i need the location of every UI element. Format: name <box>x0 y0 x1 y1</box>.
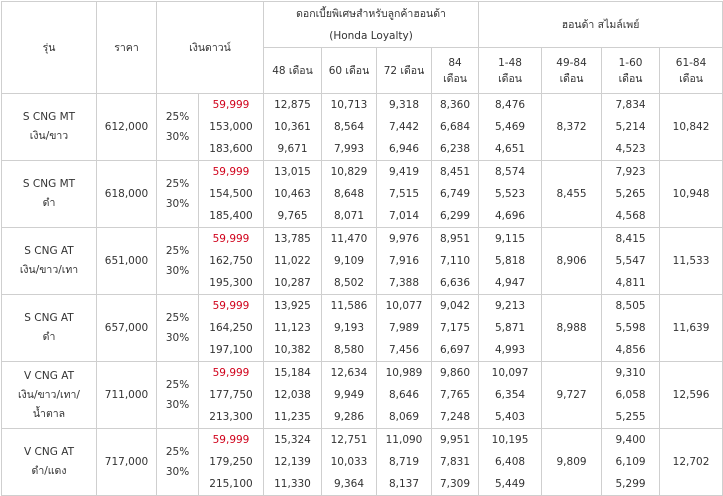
model-line: เงิน/ขาว <box>29 130 69 142</box>
loyalty-72-cell <box>377 362 432 429</box>
value: 9,318 <box>388 99 420 111</box>
model-line: ดำ/แดง <box>31 465 67 477</box>
value: 6,109 <box>615 456 646 468</box>
value: 12,875 <box>274 99 311 111</box>
value: 5,265 <box>615 188 646 200</box>
smile-1-48-cell <box>479 228 542 295</box>
smile-61-84-cell: 12,596 <box>660 362 723 429</box>
value: 4,696 <box>495 210 526 222</box>
value: 7,993 <box>333 143 365 155</box>
down-percent: 30% <box>165 198 190 210</box>
value: 9,109 <box>333 255 365 267</box>
table-row <box>2 94 723 161</box>
term-header: 1-48 เดือน <box>479 48 542 94</box>
down-percent: 30% <box>165 265 190 277</box>
value: 9,671 <box>277 143 308 155</box>
down-percent: 25% <box>165 379 190 391</box>
value: 6,299 <box>439 210 471 222</box>
value: 195,300 <box>209 277 253 289</box>
term-header: 60 เดือน <box>322 48 377 94</box>
value: 11,330 <box>274 478 311 490</box>
term-header: 84 เดือน <box>432 48 479 94</box>
value: 7,014 <box>388 210 420 222</box>
smile-61-84-cell: 10,842 <box>660 94 723 161</box>
model-line: V CNG AT <box>24 446 74 458</box>
value: 4,947 <box>495 277 526 289</box>
header-down-payment: เงินดาวน์ <box>157 2 264 94</box>
value: 9,310 <box>615 367 646 379</box>
value: 4,993 <box>495 344 526 356</box>
model-cell <box>2 161 97 228</box>
value: 8,580 <box>333 344 365 356</box>
value: 5,299 <box>615 478 646 490</box>
loyalty-60-cell <box>322 161 377 228</box>
smile-49-84-cell: 9,727 <box>542 362 602 429</box>
down-percent: 25% <box>165 312 190 324</box>
value: 10,361 <box>274 121 311 133</box>
value: 8,505 <box>615 300 646 312</box>
value: 179,250 <box>209 456 253 468</box>
loyalty-72-cell <box>377 429 432 496</box>
value: 59,999 <box>212 166 250 178</box>
value: 12,139 <box>274 456 311 468</box>
header-honda-loyalty <box>264 2 479 48</box>
loyalty-72-cell <box>377 295 432 362</box>
value: 7,456 <box>388 344 420 356</box>
smile-1-60-cell <box>602 295 660 362</box>
value: 9,949 <box>333 389 365 401</box>
value: 8,476 <box>495 99 526 111</box>
loyalty-60-cell <box>322 94 377 161</box>
down-percent: 25% <box>165 245 190 257</box>
smile-1-60-cell <box>602 94 660 161</box>
value: 6,354 <box>495 389 526 401</box>
model-cell <box>2 295 97 362</box>
table-row <box>2 362 723 429</box>
installment-table <box>1 1 723 496</box>
value: 10,195 <box>491 434 529 446</box>
value: 11,235 <box>274 411 311 423</box>
term-header: 1-60 เดือน <box>602 48 660 94</box>
value: 9,951 <box>439 434 471 446</box>
value: 9,193 <box>333 322 365 334</box>
value: 162,750 <box>209 255 253 267</box>
down-amount-cell <box>199 295 264 362</box>
down-percent: 30% <box>165 466 190 478</box>
value: 8,646 <box>388 389 420 401</box>
loyalty-84-cell <box>432 429 479 496</box>
value: 185,400 <box>209 210 253 222</box>
loyalty-60-cell <box>322 228 377 295</box>
value: 12,634 <box>330 367 368 379</box>
loyalty-60-cell <box>322 295 377 362</box>
price-cell: 711,000 <box>97 362 157 429</box>
loyalty-48-cell <box>264 94 322 161</box>
down-percent: 25% <box>165 178 190 190</box>
model-line: S CNG AT <box>24 312 74 324</box>
value: 5,818 <box>495 255 526 267</box>
smile-1-48-cell <box>479 362 542 429</box>
value: 6,238 <box>439 143 471 155</box>
value: 10,989 <box>385 367 423 379</box>
value: 11,586 <box>330 300 368 312</box>
value: 8,360 <box>439 99 471 111</box>
value: 6,697 <box>439 344 471 356</box>
down-percent: 30% <box>165 332 190 344</box>
value: 59,999 <box>212 300 250 312</box>
value: 5,547 <box>615 255 646 267</box>
value: 7,175 <box>439 322 471 334</box>
value: 7,989 <box>388 322 420 334</box>
value: 8,069 <box>388 411 420 423</box>
value: 59,999 <box>212 233 250 245</box>
value: 13,925 <box>274 300 311 312</box>
value: 7,831 <box>439 456 471 468</box>
down-percent-cell <box>157 362 199 429</box>
down-amount-cell <box>199 228 264 295</box>
value: 12,038 <box>274 389 311 401</box>
loyalty-84-cell <box>432 161 479 228</box>
value: 10,463 <box>274 188 311 200</box>
table-row <box>2 161 723 228</box>
value: 213,300 <box>209 411 253 423</box>
value: 7,923 <box>615 166 646 178</box>
value: 153,000 <box>209 121 253 133</box>
model-cell <box>2 228 97 295</box>
header-price: ราคา <box>97 2 157 94</box>
value: 9,860 <box>439 367 471 379</box>
down-percent: 30% <box>165 399 190 411</box>
value: 11,022 <box>274 255 311 267</box>
table-body <box>2 94 723 496</box>
smile-1-60-cell <box>602 429 660 496</box>
model-line: V CNG AT <box>24 369 74 382</box>
model-line: S CNG MT <box>22 178 76 190</box>
value: 183,600 <box>209 143 253 155</box>
value: 7,110 <box>439 255 471 267</box>
loyalty-48-cell <box>264 228 322 295</box>
header-model: รุ่น <box>2 2 97 94</box>
smile-61-84-cell: 10,948 <box>660 161 723 228</box>
smile-61-84-cell: 12,702 <box>660 429 723 496</box>
value: 15,184 <box>274 367 311 379</box>
table-row <box>2 429 723 496</box>
down-percent-cell <box>157 295 199 362</box>
loyalty-title: ดอกเบี้ยพิเศษสำหรับลูกค้าฮอนด้า <box>296 7 446 20</box>
value: 15,324 <box>274 434 311 446</box>
loyalty-72-cell <box>377 161 432 228</box>
value: 154,500 <box>209 188 253 200</box>
value: 10,077 <box>385 300 423 312</box>
model-line: S CNG AT <box>24 245 74 257</box>
value: 5,871 <box>495 322 526 334</box>
loyalty-60-cell <box>322 362 377 429</box>
loyalty-72-cell <box>377 228 432 295</box>
down-percent: 30% <box>165 131 190 143</box>
value: 7,442 <box>388 121 420 133</box>
table-row <box>2 295 723 362</box>
value: 8,451 <box>439 166 471 178</box>
value: 8,951 <box>439 233 471 245</box>
value: 9,286 <box>333 411 365 423</box>
down-percent-cell <box>157 429 199 496</box>
value: 9,115 <box>495 233 526 245</box>
smile-49-84-cell: 8,372 <box>542 94 602 161</box>
value: 4,523 <box>615 143 646 155</box>
value: 12,751 <box>330 434 368 446</box>
value: 4,811 <box>615 277 646 289</box>
smile-1-60-cell <box>602 362 660 429</box>
model-line: เงิน/ขาว/เทา/ <box>18 388 80 401</box>
down-amount-cell <box>199 362 264 429</box>
smile-1-48-cell <box>479 429 542 496</box>
loyalty-48-cell <box>264 429 322 496</box>
value: 8,719 <box>388 456 420 468</box>
value: 9,976 <box>388 233 420 245</box>
value: 5,598 <box>615 322 646 334</box>
loyalty-84-cell <box>432 362 479 429</box>
value: 5,255 <box>615 411 646 423</box>
value: 5,523 <box>495 188 526 200</box>
value: 7,765 <box>439 389 471 401</box>
value: 11,090 <box>385 434 423 446</box>
value: 9,364 <box>333 478 365 490</box>
smile-1-60-cell <box>602 228 660 295</box>
value: 6,408 <box>495 456 526 468</box>
term-header: 49-84 เดือน <box>542 48 602 94</box>
value: 4,651 <box>495 143 526 155</box>
model-line: S CNG MT <box>22 111 76 123</box>
price-cell: 717,000 <box>97 429 157 496</box>
model-cell <box>2 94 97 161</box>
model-line: น้ำตาล <box>32 407 66 420</box>
price-cell: 612,000 <box>97 94 157 161</box>
model-cell <box>2 362 97 429</box>
loyalty-48-cell <box>264 362 322 429</box>
loyalty-72-cell <box>377 94 432 161</box>
value: 9,042 <box>439 300 471 312</box>
table-row <box>2 228 723 295</box>
value: 8,574 <box>495 166 526 178</box>
value: 7,515 <box>388 188 420 200</box>
smile-1-48-cell <box>479 161 542 228</box>
value: 164,250 <box>209 322 253 334</box>
model-line: ดำ <box>42 197 56 209</box>
value: 8,137 <box>388 478 420 490</box>
smile-1-48-cell <box>479 94 542 161</box>
value: 7,388 <box>388 277 420 289</box>
smile-1-48-cell <box>479 295 542 362</box>
price-cell: 651,000 <box>97 228 157 295</box>
model-cell <box>2 429 97 496</box>
loyalty-48-cell <box>264 295 322 362</box>
down-percent-cell <box>157 161 199 228</box>
value: 9,419 <box>388 166 420 178</box>
value: 10,097 <box>491 367 529 379</box>
value: 10,829 <box>330 166 368 178</box>
value: 8,648 <box>333 188 365 200</box>
value: 6,749 <box>439 188 471 200</box>
value: 7,248 <box>439 411 471 423</box>
price-cell: 657,000 <box>97 295 157 362</box>
value: 6,946 <box>388 143 420 155</box>
term-header: 61-84 เดือน <box>660 48 723 94</box>
smile-61-84-cell: 11,533 <box>660 228 723 295</box>
down-percent-cell <box>157 228 199 295</box>
value: 11,470 <box>330 233 368 245</box>
down-amount-cell <box>199 161 264 228</box>
smile-61-84-cell: 11,639 <box>660 295 723 362</box>
smile-1-60-cell <box>602 161 660 228</box>
smile-49-84-cell: 8,988 <box>542 295 602 362</box>
smile-49-84-cell: 8,455 <box>542 161 602 228</box>
value: 8,071 <box>333 210 365 222</box>
value: 9,213 <box>495 300 526 312</box>
header-smile-pay: ฮอนด้า สไมล์เพย์ <box>479 2 723 48</box>
value: 4,856 <box>615 344 646 356</box>
value: 59,999 <box>212 434 250 446</box>
down-amount-cell <box>199 429 264 496</box>
value: 7,834 <box>615 99 646 111</box>
value: 8,415 <box>615 233 646 245</box>
value: 4,568 <box>615 210 646 222</box>
value: 9,400 <box>615 434 646 446</box>
loyalty-60-cell <box>322 429 377 496</box>
value: 6,636 <box>439 277 471 289</box>
term-header: 48 เดือน <box>264 48 322 94</box>
value: 10,287 <box>274 277 311 289</box>
model-line: เงิน/ขาว/เทา <box>19 264 79 276</box>
model-line: ดำ <box>42 331 56 343</box>
value: 7,916 <box>388 255 420 267</box>
loyalty-84-cell <box>432 228 479 295</box>
value: 9,765 <box>277 210 308 222</box>
value: 6,684 <box>439 121 471 133</box>
loyalty-48-cell <box>264 161 322 228</box>
value: 5,214 <box>615 121 646 133</box>
value: 10,382 <box>274 344 311 356</box>
value: 10,033 <box>330 456 368 468</box>
value: 5,469 <box>495 121 526 133</box>
price-cell: 618,000 <box>97 161 157 228</box>
value: 10,713 <box>330 99 368 111</box>
value: 59,999 <box>212 367 250 379</box>
value: 11,123 <box>274 322 311 334</box>
value: 13,785 <box>274 233 311 245</box>
down-amount-cell <box>199 94 264 161</box>
loyalty-subtitle: (Honda Loyalty) <box>329 29 413 42</box>
smile-49-84-cell: 9,809 <box>542 429 602 496</box>
value: 197,100 <box>209 344 253 356</box>
term-header: 72 เดือน <box>377 48 432 94</box>
down-percent: 25% <box>165 446 190 458</box>
value: 13,015 <box>274 166 311 178</box>
value: 8,502 <box>333 277 365 289</box>
smile-49-84-cell: 8,906 <box>542 228 602 295</box>
value: 8,564 <box>333 121 365 133</box>
down-percent-cell <box>157 94 199 161</box>
down-percent: 25% <box>165 111 190 123</box>
value: 7,309 <box>439 478 471 490</box>
value: 5,449 <box>495 478 526 490</box>
value: 215,100 <box>209 478 253 490</box>
value: 6,058 <box>615 389 646 401</box>
loyalty-84-cell <box>432 94 479 161</box>
value: 177,750 <box>209 389 253 401</box>
value: 5,403 <box>495 411 526 423</box>
loyalty-84-cell <box>432 295 479 362</box>
value: 59,999 <box>212 99 250 111</box>
